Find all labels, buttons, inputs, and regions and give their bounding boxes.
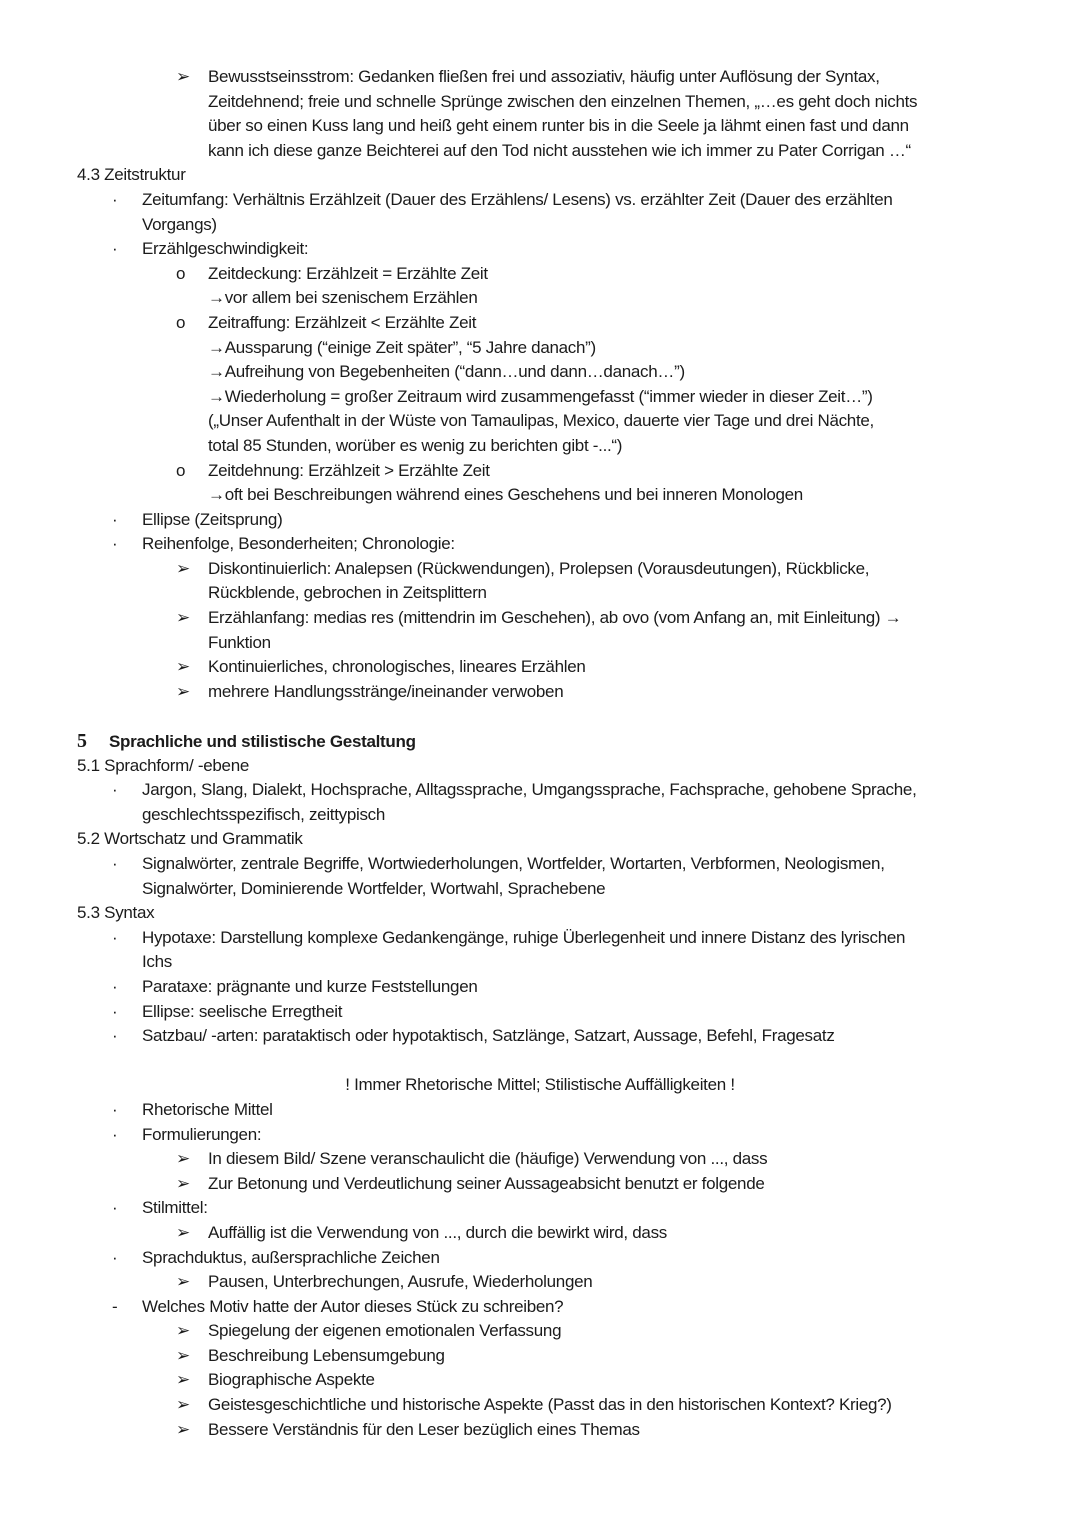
text-line: 4.3 Zeitstruktur — [77, 165, 186, 185]
list-item — [0, 1196, 1080, 1221]
list-item — [0, 1295, 1080, 1320]
dot-bullet-icon: · — [112, 1099, 118, 1119]
text-line: Beschreibung Lebensumgebung — [208, 1345, 445, 1365]
text-line: Ichs — [142, 952, 172, 972]
blank-line — [0, 704, 1080, 729]
text-line: Parataxe: prägnante und kurze Feststellungen — [142, 976, 478, 996]
dash-bullet-icon: - — [112, 1296, 118, 1316]
text-line: Ellipse: seelische Erregtheit — [142, 1001, 343, 1021]
text-line: 5.1 Sprachform/ -ebene — [77, 755, 249, 775]
text-line: Signalwörter, zentrale Begriffe, Wortwiederholungen, Wortfelder, Wortarten, Verbformen, Neologismen, — [142, 854, 885, 873]
text-line: Jargon, Slang, Dialekt, Hochsprache, Alltagssprache, Umgangssprache, Fachsprache, gehobene Sprache, — [142, 780, 917, 800]
list-item — [0, 1172, 1080, 1197]
list-item — [0, 188, 1080, 237]
list-item — [0, 65, 1080, 163]
dot-bullet-icon: · — [112, 1247, 118, 1267]
list-item — [0, 1246, 1080, 1271]
list-item — [0, 1024, 1080, 1049]
list-item — [0, 926, 1080, 975]
list-item — [0, 1221, 1080, 1246]
list-item — [0, 680, 1080, 705]
section-heading — [0, 827, 1080, 852]
text-line: Zeitdehnung: Erzählzeit > Erzählte Zeit — [208, 460, 490, 480]
list-item — [0, 1344, 1080, 1369]
text-line: Signalwörter, Dominierende Wortfelder, Wortwahl, Sprachebene — [142, 878, 606, 898]
list-item — [0, 532, 1080, 557]
text-line: geschlechtsspezifisch, zeittypisch — [142, 804, 386, 824]
text-line: Satzbau/ -arten: parataktisch oder hypotaktisch, Satzlänge, Satzart, Aussage, Befehl, Fragesatz — [142, 1026, 835, 1046]
dot-bullet-icon: · — [112, 1026, 118, 1046]
dot-bullet-icon: · — [112, 854, 118, 873]
list-item — [0, 975, 1080, 1000]
list-item — [0, 778, 1080, 827]
note-line — [0, 1073, 1080, 1098]
text-line: Sprachduktus, außersprachliche Zeichen — [142, 1247, 440, 1267]
arrow-bullet-icon: ➢ — [176, 67, 191, 86]
dot-bullet-icon: · — [112, 1124, 118, 1144]
text-line: →oft bei Beschreibungen während eines Geschehens und bei inneren Monologen — [208, 485, 803, 505]
dot-bullet-icon: · — [112, 239, 118, 259]
text-line: Zeitdehnend; freie und schnelle Sprünge zwischen den einzelnen Themen, „…es geht doch nichts — [208, 91, 918, 111]
text-line: Hypotaxe: Darstellung komplexe Gedankengänge, ruhige Überlegenheit und innere Distanz des lyrischen — [142, 927, 906, 947]
dot-bullet-icon: · — [112, 509, 118, 529]
text-line: total 85 Stunden, worüber es wenig zu berichten gibt -...“) — [208, 435, 623, 455]
arrow-bullet-icon: ➢ — [176, 1345, 191, 1365]
chapter-title: Sprachliche und stilistische Gestaltung — [109, 732, 416, 752]
list-item — [0, 1319, 1080, 1344]
text-line: Funktion — [208, 632, 271, 652]
list-item — [0, 311, 1080, 459]
text-line: Geistesgeschichtliche und historische Aspekte (Passt das in den historischen Kontext? Krieg?) — [208, 1395, 892, 1415]
dot-bullet-icon: · — [112, 976, 118, 996]
dot-bullet-icon: · — [112, 780, 118, 800]
arrow-bullet-icon: ➢ — [176, 558, 191, 578]
list-item — [0, 1000, 1080, 1025]
text-line: Ellipse (Zeitsprung) — [142, 509, 283, 529]
dot-bullet-icon: · — [112, 1001, 118, 1021]
text-line: Vorgangs) — [142, 214, 217, 234]
text-line: Bessere Verständnis für den Leser bezüglich eines Themas — [208, 1419, 640, 1439]
dot-bullet-icon: · — [112, 1198, 118, 1218]
arrow-bullet-icon: ➢ — [176, 1321, 191, 1341]
text-line: mehrere Handlungsstränge/ineinander verwoben — [208, 681, 564, 701]
list-item — [0, 606, 1080, 655]
text-line: ! Immer Rhetorische Mittel; Stilistische Auffälligkeiten ! — [345, 1075, 735, 1095]
text-line: Bewusstseinsstrom: Gedanken fließen frei und assoziativ, häufig unter Auflösung der Syntax, — [208, 67, 880, 86]
list-item — [0, 852, 1080, 901]
list-item — [0, 237, 1080, 262]
arrow-bullet-icon: ➢ — [176, 1173, 191, 1193]
text-line: Zur Betonung und Verdeutlichung seiner Aussageabsicht benutzt er folgende — [208, 1173, 765, 1193]
list-item — [0, 508, 1080, 533]
section-heading — [0, 901, 1080, 926]
list-item — [0, 1393, 1080, 1418]
arrow-bullet-icon: ➢ — [176, 1419, 191, 1439]
text-line — [0, 729, 1080, 754]
circle-bullet-icon: o — [176, 312, 186, 332]
text-line: Zeitdeckung: Erzählzeit = Erzählte Zeit — [208, 263, 488, 283]
chapter-heading — [0, 729, 1080, 754]
section-heading — [0, 754, 1080, 779]
text-line: In diesem Bild/ Szene veranschaulicht die (häufige) Verwendung von ..., dass — [208, 1149, 768, 1169]
list-item — [0, 1123, 1080, 1148]
text-line: →Wiederholung = großer Zeitraum wird zusammengefasst (“immer wieder in dieser Zeit…”) — [208, 386, 873, 406]
list-item — [0, 1418, 1080, 1443]
arrow-bullet-icon: ➢ — [176, 1222, 191, 1242]
text-line: Zeitumfang: Verhältnis Erzählzeit (Dauer des Erzählens/ Lesens) vs. erzählter Zeit (Dauer des erzählten — [142, 189, 893, 209]
circle-bullet-icon: o — [176, 263, 186, 283]
arrow-bullet-icon: ➢ — [176, 1272, 191, 1292]
list-item — [0, 557, 1080, 606]
text-line: →Aussparung (“einige Zeit später”, “5 Jahre danach”) — [208, 337, 596, 357]
text-line: →vor allem bei szenischem Erzählen — [208, 288, 478, 308]
text-line: Rhetorische Mittel — [142, 1099, 273, 1119]
text-line: Pausen, Unterbrechungen, Ausrufe, Wiederholungen — [208, 1272, 593, 1292]
list-item — [0, 1368, 1080, 1393]
text-line: Formulierungen: — [142, 1124, 262, 1144]
text-line: Welches Motiv hatte der Autor dieses Stück zu schreiben? — [142, 1296, 564, 1316]
text-line: („Unser Aufenthalt in der Wüste von Tamaulipas, Mexico, dauerte vier Tage und drei Nächte, — [208, 411, 874, 431]
arrow-bullet-icon: ➢ — [176, 1395, 191, 1415]
arrow-bullet-icon: ➢ — [176, 608, 191, 628]
list-item — [0, 459, 1080, 508]
dot-bullet-icon: · — [112, 189, 118, 209]
dot-bullet-icon: · — [112, 534, 118, 554]
text-line: über so einen Kuss lang und heiß geht einem runter bis in die Seele ja lähmt einen fast und dann — [208, 116, 909, 136]
arrow-bullet-icon: ➢ — [176, 657, 191, 677]
text-line: 5.2 Wortschatz und Grammatik — [77, 829, 303, 849]
list-item — [0, 1147, 1080, 1172]
arrow-bullet-icon: ➢ — [176, 1370, 191, 1390]
text-line: Diskontinuierlich: Analepsen (Rückwendungen), Prolepsen (Vorausdeutungen), Rückblicke, — [208, 558, 870, 578]
text-line: Auffällig ist die Verwendung von ..., durch die bewirkt wird, dass — [208, 1222, 667, 1242]
text-line: Reihenfolge, Besonderheiten; Chronologie: — [142, 534, 455, 554]
text-line: kann ich diese ganze Beichterei auf den Tod nicht ausstehen wie ich immer zu Pater Corrigan …“ — [208, 140, 911, 160]
dot-bullet-icon: · — [112, 927, 118, 947]
list-item — [0, 1270, 1080, 1295]
arrow-bullet-icon: ➢ — [176, 1149, 191, 1169]
text-line: Rückblende, gebrochen in Zeitsplittern — [208, 583, 487, 603]
text-line: 5.3 Syntax — [77, 903, 155, 923]
chapter-number: 5 — [77, 730, 87, 753]
list-item — [0, 1098, 1080, 1123]
text-line: Biographische Aspekte — [208, 1370, 375, 1390]
list-item — [0, 262, 1080, 311]
text-line: Kontinuierliches, chronologisches, lineares Erzählen — [208, 657, 586, 677]
circle-bullet-icon: o — [176, 460, 186, 480]
document-page — [0, 65, 1080, 1442]
arrow-bullet-icon: ➢ — [176, 681, 191, 701]
text-line: Zeitraffung: Erzählzeit < Erzählte Zeit — [208, 312, 477, 332]
list-item — [0, 655, 1080, 680]
text-line: →Aufreihung von Begebenheiten (“dann…und dann…danach…”) — [208, 362, 685, 382]
blank-line — [0, 1049, 1080, 1074]
text-line: Erzählgeschwindigkeit: — [142, 239, 309, 259]
text-line: Erzählanfang: medias res (mittendrin im Geschehen), ab ovo (vom Anfang an, mit Einleitung) → — [208, 608, 902, 628]
section-heading — [0, 163, 1080, 188]
text-line: Stilmittel: — [142, 1198, 208, 1218]
text-line: Spiegelung der eigenen emotionalen Verfassung — [208, 1321, 562, 1341]
